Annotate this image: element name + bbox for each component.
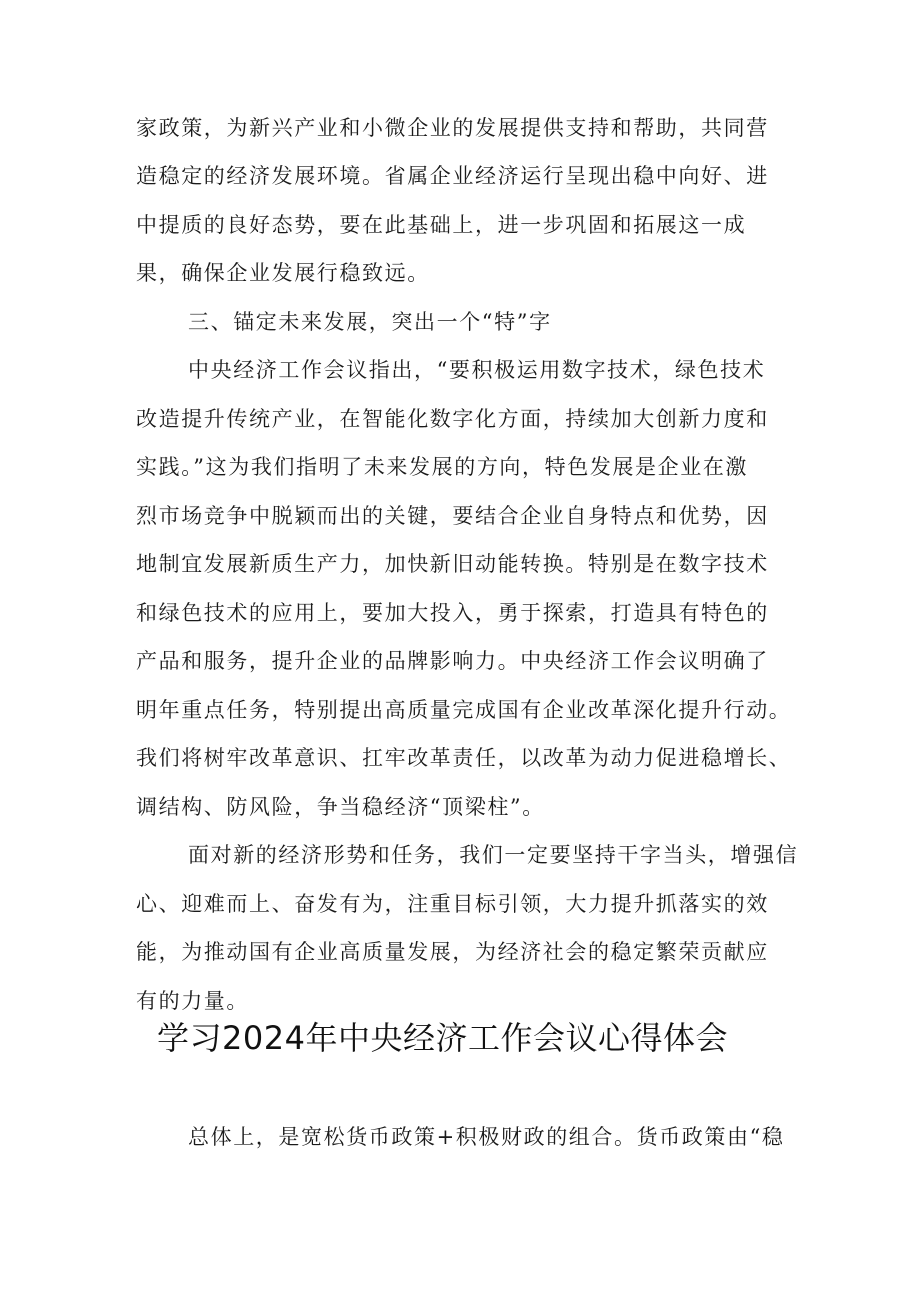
section-heading: 三、锚定未来发展，突出一个“特”字 bbox=[188, 310, 552, 334]
body-line: 有的力量。 bbox=[136, 989, 249, 1013]
body-line: 烈市场竞争中脱颖而出的关键，要结合企业自身特点和优势，因 bbox=[136, 504, 769, 528]
body-line: 明年重点任务，特别提出高质量完成国有企业改革深化提升行动。 bbox=[136, 698, 792, 722]
body-line: 家政策，为新兴产业和小微企业的发展提供支持和帮助，共同营 bbox=[136, 116, 769, 140]
body-line: 和绿色技术的应用上，要加大投入，勇于探索，打造具有特色的 bbox=[136, 601, 769, 625]
body-line: 调结构、防风险，争当稳经济“顶梁柱”。 bbox=[136, 795, 545, 819]
body-line: 造稳定的经济发展环境。省属企业经济运行呈现出稳中向好、进 bbox=[136, 164, 769, 188]
body-line: 中提质的良好态势，要在此基础上，进一步巩固和拓展这一成 bbox=[136, 213, 747, 237]
body-line: 我们将树牢改革意识、扛牢改革责任，以改革为动力促进稳增长、 bbox=[136, 746, 792, 770]
body-line: 心、迎难而上、奋发有为，注重目标引领，大力提升抓落实的效 bbox=[136, 892, 769, 916]
body-line: 能，为推动国有企业高质量发展，为经济社会的稳定繁荣贡献应 bbox=[136, 940, 769, 964]
body-line: 面对新的经济形势和任务，我们一定要坚持干字当头，增强信 bbox=[188, 843, 799, 867]
body-line: 实践。”这为我们指明了未来发展的方向，特色发展是企业在激 bbox=[136, 455, 749, 479]
body-line: 中央经济工作会议指出，“要积极运用数字技术，绿色技术 bbox=[188, 358, 766, 382]
document-title: 学习2024年中央经济工作会议心得体会 bbox=[157, 1019, 728, 1057]
body-line: 改造提升传统产业，在智能化数字化方面，持续加大创新力度和 bbox=[136, 407, 769, 431]
body-line: 地制宜发展新质生产力，加快新旧动能转换。特别是在数字技术 bbox=[136, 552, 769, 576]
body-line: 总体上，是宽松货币政策+积极财政的组合。货币政策由“稳 bbox=[188, 1125, 785, 1149]
body-line: 产品和服务，提升企业的品牌影响力。中央经济工作会议明确了 bbox=[136, 649, 769, 673]
body-line: 果，确保企业发展行稳致远。 bbox=[136, 261, 430, 285]
